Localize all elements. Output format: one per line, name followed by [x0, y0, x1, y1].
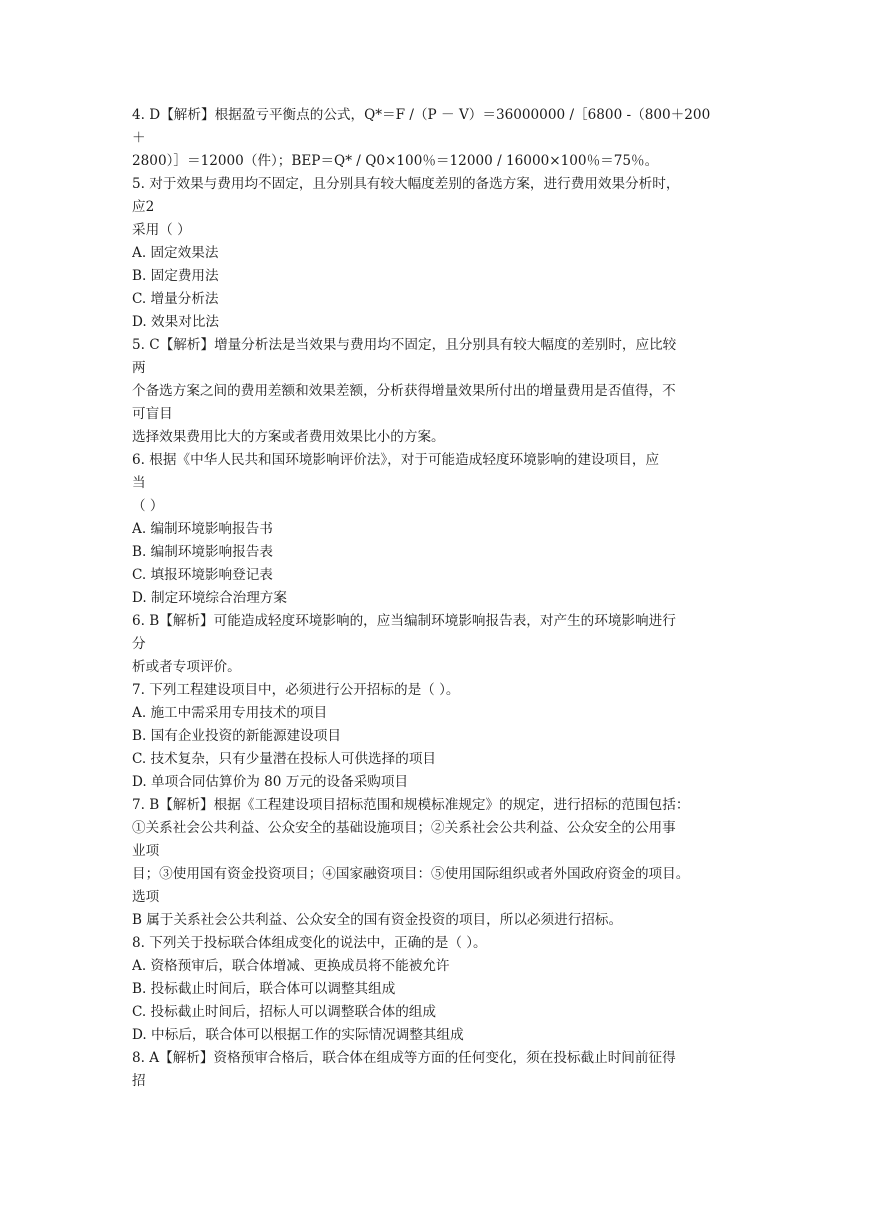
text-line: 5. 对于效果与费用均不固定，且分别具有较大幅度差别的备选方案，进行费用效果分析时，	[132, 176, 680, 192]
text-line: 分	[132, 636, 146, 652]
text-line: ＋	[132, 130, 146, 146]
text-line: 7. 下列工程建设项目中，必须进行公开招标的是（ ）。	[132, 682, 460, 698]
text-line: 两	[132, 360, 146, 376]
text-line: C. 增量分析法	[132, 291, 219, 307]
text-line: 4. D【解析】根据盈亏平衡点的公式，Q*＝F /（P － V）＝36000000 /［6800 -（800＋200	[132, 107, 711, 123]
text-line: 目；③使用国有资金投资项目；④国家融资项目：⑤使用国际组织或者外国政府资金的项目。	[132, 866, 690, 882]
text-line: B 属于关系社会公共利益、公众安全的国有资金投资的项目，所以必须进行招标。	[132, 912, 623, 928]
text-line: 选择效果费用比大的方案或者费用效果比小的方案。	[132, 429, 445, 445]
text-line: 选项	[132, 889, 160, 905]
text-line: 应2	[132, 199, 155, 215]
text-line: ①关系社会公共利益、公众安全的基础设施项目；②关系社会公共利益、公众安全的公用事	[132, 820, 676, 836]
text-line: 当	[132, 475, 146, 491]
text-line: A. 编制环境影响报告书	[132, 521, 273, 537]
text-line: A. 固定效果法	[132, 245, 219, 261]
text-line: C. 投标截止时间后，招标人可以调整联合体的组成	[132, 1004, 437, 1020]
text-line: A. 资格预审后，联合体增减、更换成员将不能被允许	[132, 958, 450, 974]
text-line: 个备选方案之间的费用差额和效果差额，分析获得增量效果所付出的增量费用是否值得，不	[132, 383, 676, 399]
text-line: 2800）］＝12000（件）；BEP＝Q* / Q0×100％＝12000 / 16000×100％＝75％。	[132, 153, 659, 169]
text-line: A. 施工中需采用专用技术的项目	[132, 705, 328, 721]
text-line: B. 投标截止时间后，联合体可以调整其组成	[132, 981, 396, 997]
text-line: C. 技术复杂，只有少量潜在投标人可供选择的项目	[132, 751, 437, 767]
text-line: 采用（ ）	[132, 222, 191, 238]
text-line: B. 编制环境影响报告表	[132, 544, 273, 560]
text-line: 析或者专项评价。	[132, 659, 241, 675]
text-line: C. 填报环境影响登记表	[132, 567, 273, 583]
text-line: 可盲目	[132, 406, 173, 422]
text-line: （ ）	[132, 498, 164, 514]
text-line: 8. A【解析】资格预审合格后，联合体在组成等方面的任何变化，须在投标截止时间前征得	[132, 1050, 676, 1066]
text-line: 6. B【解析】可能造成轻度环境影响的，应当编制环境影响报告表，对产生的环境影响进行	[132, 613, 676, 629]
text-line: 8. 下列关于投标联合体组成变化的说法中，正确的是（ ）。	[132, 935, 487, 951]
text-line: D. 制定环境综合治理方案	[132, 590, 287, 606]
text-line: D. 单项合同估算价为 80 万元的设备采购项目	[132, 774, 409, 790]
document-body	[132, 104, 744, 1093]
text-line: B. 国有企业投资的新能源建设项目	[132, 728, 341, 744]
text-line: 业项	[132, 843, 160, 859]
text-line: 5. C【解析】增量分析法是当效果与费用均不固定，且分别具有较大幅度的差别时，应比较	[132, 337, 677, 353]
text-line: D. 中标后，联合体可以根据工作的实际情况调整其组成	[132, 1027, 464, 1043]
text-line: D. 效果对比法	[132, 314, 220, 330]
text-line: 6. 根据《中华人民共和国环境影响评价法》，对于可能造成轻度环境影响的建设项目，应	[132, 452, 660, 468]
text-line: 7. B【解析】根据《工程建设项目招标范围和规模标准规定》的规定，进行招标的范围包括：	[132, 797, 690, 813]
text-line: 招	[132, 1073, 146, 1089]
text-line: B. 固定费用法	[132, 268, 219, 284]
